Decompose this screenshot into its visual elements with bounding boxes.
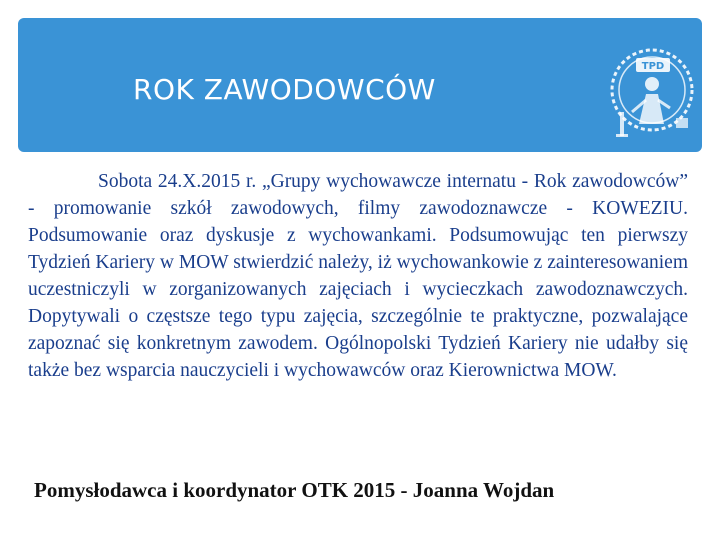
career-week-logo-icon (606, 42, 702, 146)
header-banner (18, 18, 702, 152)
logo-text: TPD (641, 61, 665, 72)
footer-credit: Pomysłodawca i koordynator OTK 2015 - Joanna Wojdan (34, 478, 555, 502)
slide-title: ROK ZAWODOWCÓW (133, 73, 436, 106)
body-paragraph: Sobota 24.X.2015 r. „Grupy wychowawcze internatu - Rok zawodowców” - promowanie szkół zawodowych, filmy zawodoznawcze - KOWEZIU. Podsumowanie oraz dyskusje z wychowankami. Podsumowując ten pierwszy Tydzień Kariery w MOW stwierdzić należy, iż wychowankowie z zainteresowaniem uczestniczyli w zorganizowanych zajęciach i wycieczkach zawodoznawczych. Dopytywali o częstsze tego typu zajęcia, szczególnie te praktyczne, pozwalające zapoznać się konkretnym zawodem. Ogólnopolski Tydzień Kariery nie udałby się także bez wsparcia nauczycieli i wychowawców oraz Kierownictwa MOW. (28, 171, 688, 381)
